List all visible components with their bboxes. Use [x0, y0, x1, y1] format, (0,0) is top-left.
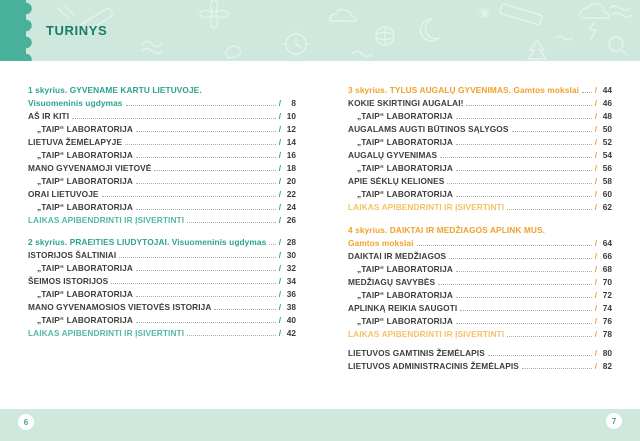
page-slash: /: [278, 328, 281, 338]
toc-entry-label: APIE SĖKLŲ KELIONES: [348, 176, 445, 186]
toc-row[interactable]: [348, 313, 612, 326]
page-reference: [595, 277, 612, 287]
toc-row[interactable]: [28, 273, 296, 286]
page-number: 76: [602, 316, 612, 326]
page-number: 24: [286, 202, 296, 212]
page-reference: [595, 361, 612, 371]
page-number: 62: [602, 202, 612, 212]
leader-dots: [456, 144, 592, 145]
leader-dots: [187, 222, 276, 223]
page-slash: /: [278, 315, 281, 325]
page-slash: /: [594, 251, 597, 261]
page-reference: [279, 237, 296, 247]
page-number: 28: [286, 237, 296, 247]
page-reference: [595, 251, 612, 261]
toc-entry-label: „TAIP“ LABORATORIJA: [357, 316, 453, 326]
toc-row[interactable]: [348, 345, 612, 358]
toc-entry-label: ISTORIJOS ŠALTINIAI: [28, 250, 117, 260]
toc-row[interactable]: [28, 299, 296, 312]
page-number: 56: [602, 163, 612, 173]
page-slash: /: [594, 238, 597, 248]
page-reference: [279, 263, 296, 273]
toc-section: [28, 82, 296, 225]
leader-dots: [136, 157, 276, 158]
page-slash: /: [594, 176, 597, 186]
toc-row[interactable]: [348, 358, 612, 371]
toc-entry-label: „TAIP“ LABORATORIJA: [37, 124, 133, 134]
page-slash: /: [594, 316, 597, 326]
leader-dots: [488, 355, 592, 356]
page-number: 20: [286, 176, 296, 186]
toc-row[interactable]: [28, 312, 296, 325]
toc-section: [348, 82, 612, 212]
toc-row[interactable]: [348, 160, 612, 173]
toc-entry-label: „TAIP“ LABORATORIJA: [357, 163, 453, 173]
page-number: 54: [602, 150, 612, 160]
page-slash: /: [594, 189, 597, 199]
toc-entry-label: LIETUVOS ADMINISTRACINIS ŽEMĖLAPIS: [348, 361, 519, 371]
page-slash: /: [278, 137, 281, 147]
page-number: 46: [602, 98, 612, 108]
page-number: 14: [286, 137, 296, 147]
toc-entry-label: „TAIP“ LABORATORIJA: [357, 137, 453, 147]
page-slash: /: [278, 189, 281, 199]
page-slash: /: [594, 124, 597, 134]
toc-entry-label: LIETUVA ŽEMĖLAPYJE: [28, 137, 122, 147]
leader-dots: [447, 183, 591, 184]
leader-dots: [456, 170, 592, 171]
page-number-left-value: 6: [23, 417, 29, 427]
toc-entry-label: LAIKAS APIBENDRINTI IR ĮSIVERTINTI: [348, 202, 505, 212]
toc-row[interactable]: [348, 199, 612, 212]
page-slash: /: [278, 302, 281, 312]
toc-row[interactable]: [28, 173, 296, 186]
toc-section: [28, 234, 296, 338]
toc-entry-label: „TAIP“ LABORATORIJA: [37, 202, 133, 212]
toc-content: [28, 82, 612, 371]
page-slash: /: [278, 237, 281, 247]
leader-dots: [111, 283, 275, 284]
footer-band: [0, 409, 640, 441]
page-slash: /: [278, 176, 281, 186]
leader-dots: [136, 209, 276, 210]
spine-strip: [0, 0, 33, 61]
toc-row[interactable]: [348, 82, 612, 95]
page-reference: [279, 250, 296, 260]
leader-dots: [417, 245, 592, 246]
leader-dots: [187, 335, 276, 336]
toc-row[interactable]: [28, 82, 296, 95]
page-number: 26: [286, 215, 296, 225]
page-reference: [595, 202, 612, 212]
page-slash: /: [594, 111, 597, 121]
page-slash: /: [594, 303, 597, 313]
page-title: TURINYS: [46, 23, 108, 38]
toc-row[interactable]: [348, 261, 612, 274]
leader-dots: [136, 322, 276, 323]
page-number-left: [18, 414, 34, 430]
page-number: 44: [602, 85, 612, 95]
page-slash: /: [594, 137, 597, 147]
leader-dots: [582, 92, 592, 93]
page-reference: [595, 189, 612, 199]
page-number: 38: [286, 302, 296, 312]
page-reference: [279, 111, 296, 121]
page-reference: [595, 176, 612, 186]
leader-dots: [438, 284, 591, 285]
page-reference: [279, 98, 296, 108]
page-number: 48: [602, 111, 612, 121]
toc-row[interactable]: [348, 147, 612, 160]
toc-entry-label: „TAIP“ LABORATORIJA: [357, 264, 453, 274]
page-slash: /: [594, 329, 597, 339]
leader-dots: [456, 118, 592, 119]
page-reference: [279, 315, 296, 325]
page-number: 66: [602, 251, 612, 261]
toc-entry-label: 2 skyrius. PRAEITIES LIUDYTOJAI. Visuomeninis ugdymas: [28, 237, 267, 247]
toc-entry-label: „TAIP“ LABORATORIJA: [357, 189, 453, 199]
toc-row[interactable]: [348, 173, 612, 186]
toc-entry-label: 4 skyrius. DAIKTAI IR MEDŽIAGOS APLINK MUS.: [348, 225, 545, 235]
page-slash: /: [594, 348, 597, 358]
page-reference: [279, 176, 296, 186]
leader-dots: [456, 271, 592, 272]
page-reference: [279, 302, 296, 312]
page-reference: [595, 303, 612, 313]
leader-dots: [125, 144, 276, 145]
toc-entry-label: Visuomeninis ugdymas: [28, 98, 123, 108]
page-slash: /: [594, 290, 597, 300]
page-reference: [279, 189, 296, 199]
page-number: 72: [602, 290, 612, 300]
toc-entry-label: AŠ IR KITI: [28, 111, 70, 121]
toc-entry-label: 3 skyrius. TYLUS AUGALŲ GYVENIMAS. Gamtos mokslai: [348, 85, 579, 95]
toc-row[interactable]: [28, 199, 296, 212]
toc-row[interactable]: [348, 222, 612, 235]
page-reference: [279, 202, 296, 212]
page-slash: /: [278, 276, 281, 286]
page-number: 12: [286, 124, 296, 134]
toc-row[interactable]: [348, 186, 612, 199]
page-reference: [279, 328, 296, 338]
page-slash: /: [278, 163, 281, 173]
page-reference: [279, 215, 296, 225]
page-number: 40: [286, 315, 296, 325]
page-slash: /: [278, 215, 281, 225]
page-number: 18: [286, 163, 296, 173]
page-number: 68: [602, 264, 612, 274]
toc-entry-label: „TAIP“ LABORATORIJA: [37, 289, 133, 299]
toc-section: [348, 345, 612, 371]
page-slash: /: [278, 250, 281, 260]
toc-row[interactable]: [28, 186, 296, 199]
page-slash: /: [594, 150, 597, 160]
page-reference: [595, 348, 612, 358]
toc-row[interactable]: [28, 212, 296, 225]
toc-row[interactable]: [28, 234, 296, 247]
page-reference: [279, 276, 296, 286]
toc-row[interactable]: [28, 147, 296, 160]
toc-row[interactable]: [348, 326, 612, 339]
leader-dots: [126, 105, 276, 106]
toc-entry-label: DAIKTAI IR MEDŽIAGOS: [348, 251, 447, 261]
toc-entry-label: APLINKĄ REIKIA SAUGOTI: [348, 303, 458, 313]
toc-row[interactable]: [348, 95, 612, 108]
toc-row[interactable]: [348, 300, 612, 313]
toc-entry-label: LAIKAS APIBENDRINTI IR ĮSIVERTINTI: [28, 328, 185, 338]
page-reference: [595, 85, 612, 95]
toc-entry-label: KOKIE SKIRTINGI AUGALAI!: [348, 98, 464, 108]
leader-dots: [136, 270, 276, 271]
page-slash: /: [278, 124, 281, 134]
page-number: 36: [286, 289, 296, 299]
leader-dots: [102, 196, 276, 197]
toc-entry-label: ORAI LIETUVOJE: [28, 189, 99, 199]
toc-row[interactable]: [28, 160, 296, 173]
toc-entry-label: „TAIP“ LABORATORIJA: [37, 263, 133, 273]
page-reference: [595, 290, 612, 300]
leader-dots: [456, 297, 592, 298]
toc-row[interactable]: [348, 274, 612, 287]
page-reference: [595, 98, 612, 108]
page-reference: [595, 264, 612, 274]
toc-column-left: [28, 82, 296, 371]
page-reference: [279, 137, 296, 147]
toc-entry-label: MANO GYVENAMOSIOS VIETOVĖS ISTORIJA: [28, 302, 212, 312]
toc-entry-label: AUGALAMS AUGTI BŪTINOS SĄLYGOS: [348, 124, 509, 134]
toc-entry-label: „TAIP“ LABORATORIJA: [37, 176, 133, 186]
page-number-right-value: 7: [611, 416, 617, 426]
toc-entry-label: LAIKAS APIBENDRINTI IR ĮSIVERTINTI: [28, 215, 185, 225]
page-number: 22: [286, 189, 296, 199]
page-number: 42: [286, 328, 296, 338]
page-number: 10: [286, 111, 296, 121]
toc-row[interactable]: [348, 235, 612, 248]
toc-row[interactable]: [348, 287, 612, 300]
leader-dots: [507, 209, 592, 210]
leader-dots: [466, 105, 591, 106]
leader-dots: [460, 310, 591, 311]
leader-dots: [456, 323, 592, 324]
page-reference: [279, 124, 296, 134]
toc-row[interactable]: [348, 108, 612, 121]
toc-row[interactable]: [348, 121, 612, 134]
header-band: [0, 0, 640, 61]
toc-row[interactable]: [28, 260, 296, 273]
toc-row[interactable]: [28, 95, 296, 108]
leader-dots: [136, 131, 276, 132]
page-slash: /: [594, 163, 597, 173]
page-number: 60: [602, 189, 612, 199]
leader-dots: [136, 183, 276, 184]
toc-entry-label: AUGALŲ GYVENIMAS: [348, 150, 438, 160]
toc-row[interactable]: [28, 121, 296, 134]
toc-row[interactable]: [348, 134, 612, 147]
leader-dots: [214, 309, 275, 310]
toc-entry-label: LAIKAS APIBENDRINTI IR ĮSIVERTINTI: [348, 329, 505, 339]
page-number: 82: [602, 361, 612, 371]
page-number: 30: [286, 250, 296, 260]
toc-entry-label: MANO GYVENAMOJI VIETOVĖ: [28, 163, 152, 173]
page-number-right: [606, 413, 622, 429]
page-slash: /: [594, 85, 597, 95]
toc-entry-label: ŠEIMOS ISTORIJOS: [28, 276, 109, 286]
toc-row[interactable]: [28, 247, 296, 260]
page-slash: /: [594, 98, 597, 108]
toc-entry-label: 1 skyrius. GYVENAME KARTU LIETUVOJE.: [28, 85, 202, 95]
page-slash: /: [278, 111, 281, 121]
leader-dots: [119, 257, 275, 258]
page-reference: [595, 137, 612, 147]
leader-dots: [440, 157, 592, 158]
toc-row[interactable]: [28, 108, 296, 121]
page-slash: /: [594, 264, 597, 274]
page-slash: /: [278, 98, 281, 108]
leader-dots: [136, 296, 276, 297]
leader-dots: [449, 258, 592, 259]
page-number: 34: [286, 276, 296, 286]
toc-row[interactable]: [28, 325, 296, 338]
page-number: 32: [286, 263, 296, 273]
page-reference: [595, 163, 612, 173]
toc-column-right: [348, 82, 612, 371]
page-number: 80: [602, 348, 612, 358]
page-number: 78: [602, 329, 612, 339]
page-slash: /: [278, 150, 281, 160]
page-number: 74: [602, 303, 612, 313]
toc-section: [348, 222, 612, 339]
page-reference: [279, 289, 296, 299]
page-slash: /: [278, 263, 281, 273]
toc-entry-label: „TAIP“ LABORATORIJA: [37, 150, 133, 160]
page-slash: /: [278, 202, 281, 212]
leader-dots: [512, 131, 592, 132]
toc-entry-label: „TAIP“ LABORATORIJA: [357, 111, 453, 121]
page-slash: /: [594, 277, 597, 287]
page-reference: [595, 238, 612, 248]
page-slash: /: [594, 202, 597, 212]
page-slash: /: [278, 289, 281, 299]
leader-dots: [522, 368, 592, 369]
toc-row[interactable]: [28, 286, 296, 299]
leader-dots: [72, 118, 276, 119]
page-slash: /: [594, 361, 597, 371]
toc-entry-label: Gamtos mokslai: [348, 238, 414, 248]
page-number: 58: [602, 176, 612, 186]
leader-dots: [456, 196, 592, 197]
page-number: 16: [286, 150, 296, 160]
leader-dots: [154, 170, 275, 171]
toc-entry-label: „TAIP“ LABORATORIJA: [357, 290, 453, 300]
page-reference: [595, 111, 612, 121]
page-number: 50: [602, 124, 612, 134]
page-reference: [279, 163, 296, 173]
leader-dots: [507, 336, 592, 337]
toc-entry-label: MEDŽIAGŲ SAVYBĖS: [348, 277, 436, 287]
page-number: 52: [602, 137, 612, 147]
page-reference: [595, 150, 612, 160]
leader-dots: [269, 244, 275, 245]
toc-entry-label: LIETUVOS GAMTINIS ŽEMĖLAPIS: [348, 348, 485, 358]
page-number: 64: [602, 238, 612, 248]
page-reference: [279, 150, 296, 160]
page-number: 70: [602, 277, 612, 287]
page-number: 8: [291, 98, 296, 108]
toc-entry-label: „TAIP“ LABORATORIJA: [37, 315, 133, 325]
page-reference: [595, 124, 612, 134]
toc-row[interactable]: [28, 134, 296, 147]
toc-row[interactable]: [348, 248, 612, 261]
page-reference: [595, 329, 612, 339]
page-reference: [595, 316, 612, 326]
